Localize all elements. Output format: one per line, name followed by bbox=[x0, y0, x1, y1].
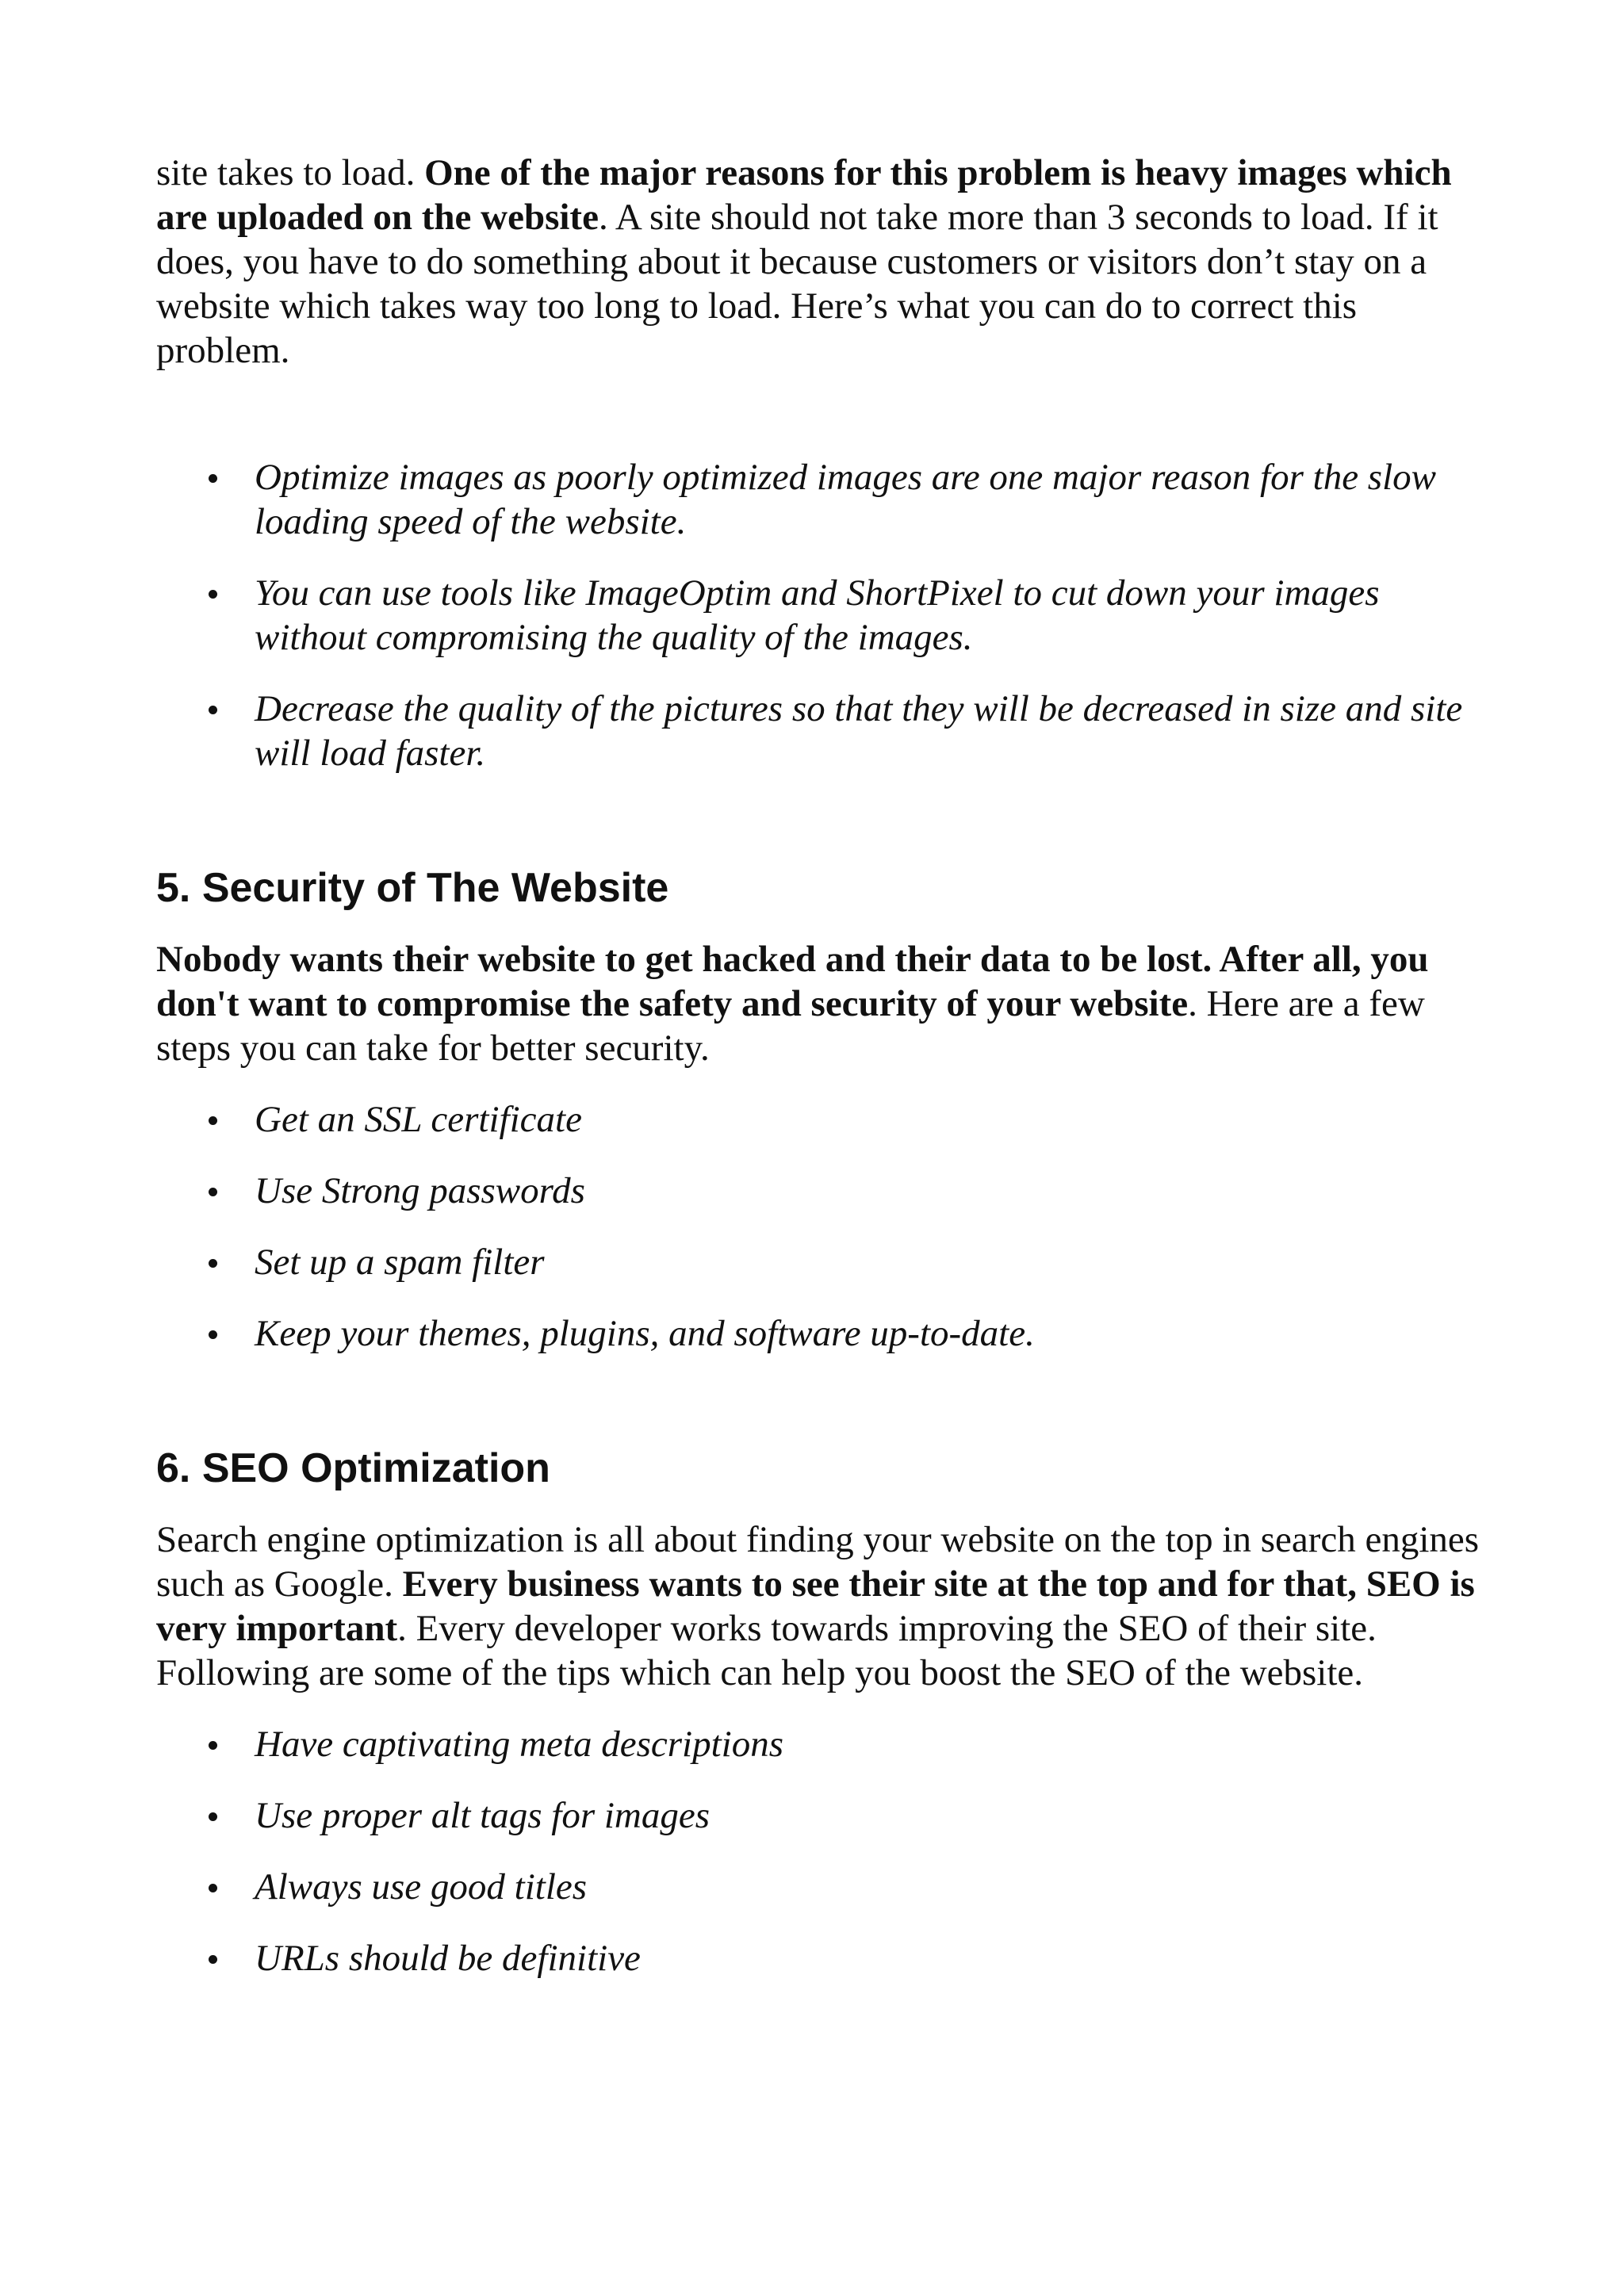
list-item bbox=[156, 1793, 1488, 1838]
security-tips-list bbox=[156, 1097, 1488, 1356]
list-item-text: You can use tools like ImageOptim and ShortPixel to cut down your images without compromising the quality of the images. bbox=[255, 572, 1380, 658]
list-item-text: URLs should be definitive bbox=[255, 1938, 641, 1979]
list-item-text: Have captivating meta descriptions bbox=[255, 1724, 783, 1765]
seo-text-2: . Every developer works towards improving the SEO of their site. Following are some of the tips which can help you boost the SEO of the website. bbox=[156, 1608, 1377, 1693]
list-item bbox=[156, 1311, 1488, 1356]
seo-heading: 6. SEO Optimization bbox=[156, 1445, 550, 1491]
bullet-icon bbox=[209, 706, 217, 714]
list-item bbox=[156, 1722, 1488, 1766]
bullet-icon bbox=[209, 1812, 217, 1821]
bullet-icon bbox=[209, 1330, 217, 1339]
list-item bbox=[156, 1240, 1488, 1284]
list-item bbox=[156, 1097, 1488, 1142]
bullet-icon bbox=[209, 1884, 217, 1892]
bullet-icon bbox=[209, 590, 217, 599]
list-item bbox=[156, 687, 1488, 775]
intro-text-2: . A site should not take more than 3 seconds to load. If it does, you have to do something about it because customers or visitors don’t stay on a website which takes way too long to load. Here’s what you can do to correct this problem. bbox=[156, 197, 1438, 371]
bullet-icon bbox=[209, 1741, 217, 1750]
bullet-icon bbox=[209, 1188, 217, 1196]
list-item-text: Decrease the quality of the pictures so that they will be decreased in size and site will load faster. bbox=[255, 688, 1463, 774]
list-item-text: Use Strong passwords bbox=[255, 1170, 585, 1211]
image-tips-list bbox=[156, 455, 1488, 775]
security-text-1: . Here are a few steps you can take for better security. bbox=[156, 983, 1425, 1069]
intro-bold-1: One of the major reasons for this problem is heavy images which are uploaded on the website bbox=[156, 152, 1452, 238]
list-item-text: Always use good titles bbox=[255, 1866, 588, 1908]
seo-text-1: Search engine optimization is all about finding your website on the top in search engines such as Google. bbox=[156, 1519, 1480, 1605]
seo-tips-list bbox=[156, 1722, 1488, 1980]
security-heading: 5. Security of The Website bbox=[156, 865, 669, 911]
seo-paragraph bbox=[156, 1517, 1488, 1695]
bullet-icon bbox=[209, 1955, 217, 1964]
intro-text-1: site takes to load. bbox=[156, 152, 425, 193]
list-item-text: Use proper alt tags for images bbox=[255, 1795, 710, 1836]
list-item-text: Set up a spam filter bbox=[255, 1242, 545, 1283]
list-item-text: Get an SSL certificate bbox=[255, 1099, 582, 1140]
list-item bbox=[156, 455, 1488, 544]
list-item bbox=[156, 1169, 1488, 1213]
document-page bbox=[156, 151, 1488, 1980]
list-item-text: Keep your themes, plugins, and software up-to-date. bbox=[255, 1313, 1035, 1354]
bullet-icon bbox=[209, 1116, 217, 1125]
bullet-icon bbox=[209, 1259, 217, 1268]
list-item bbox=[156, 571, 1488, 660]
intro-paragraph bbox=[156, 151, 1488, 373]
list-item-text: Optimize images as poorly optimized images are one major reason for the slow loading speed of the website. bbox=[255, 457, 1437, 542]
list-item bbox=[156, 1936, 1488, 1980]
list-item bbox=[156, 1865, 1488, 1909]
security-bold-1: Nobody wants their website to get hacked and their data to be lost. After all, you don't want to compromise the safety and security of your website bbox=[156, 939, 1429, 1024]
seo-bold-1: Every business wants to see their site at the top and for that, SEO is very important bbox=[156, 1563, 1475, 1649]
bullet-icon bbox=[209, 474, 217, 483]
security-paragraph bbox=[156, 937, 1488, 1070]
